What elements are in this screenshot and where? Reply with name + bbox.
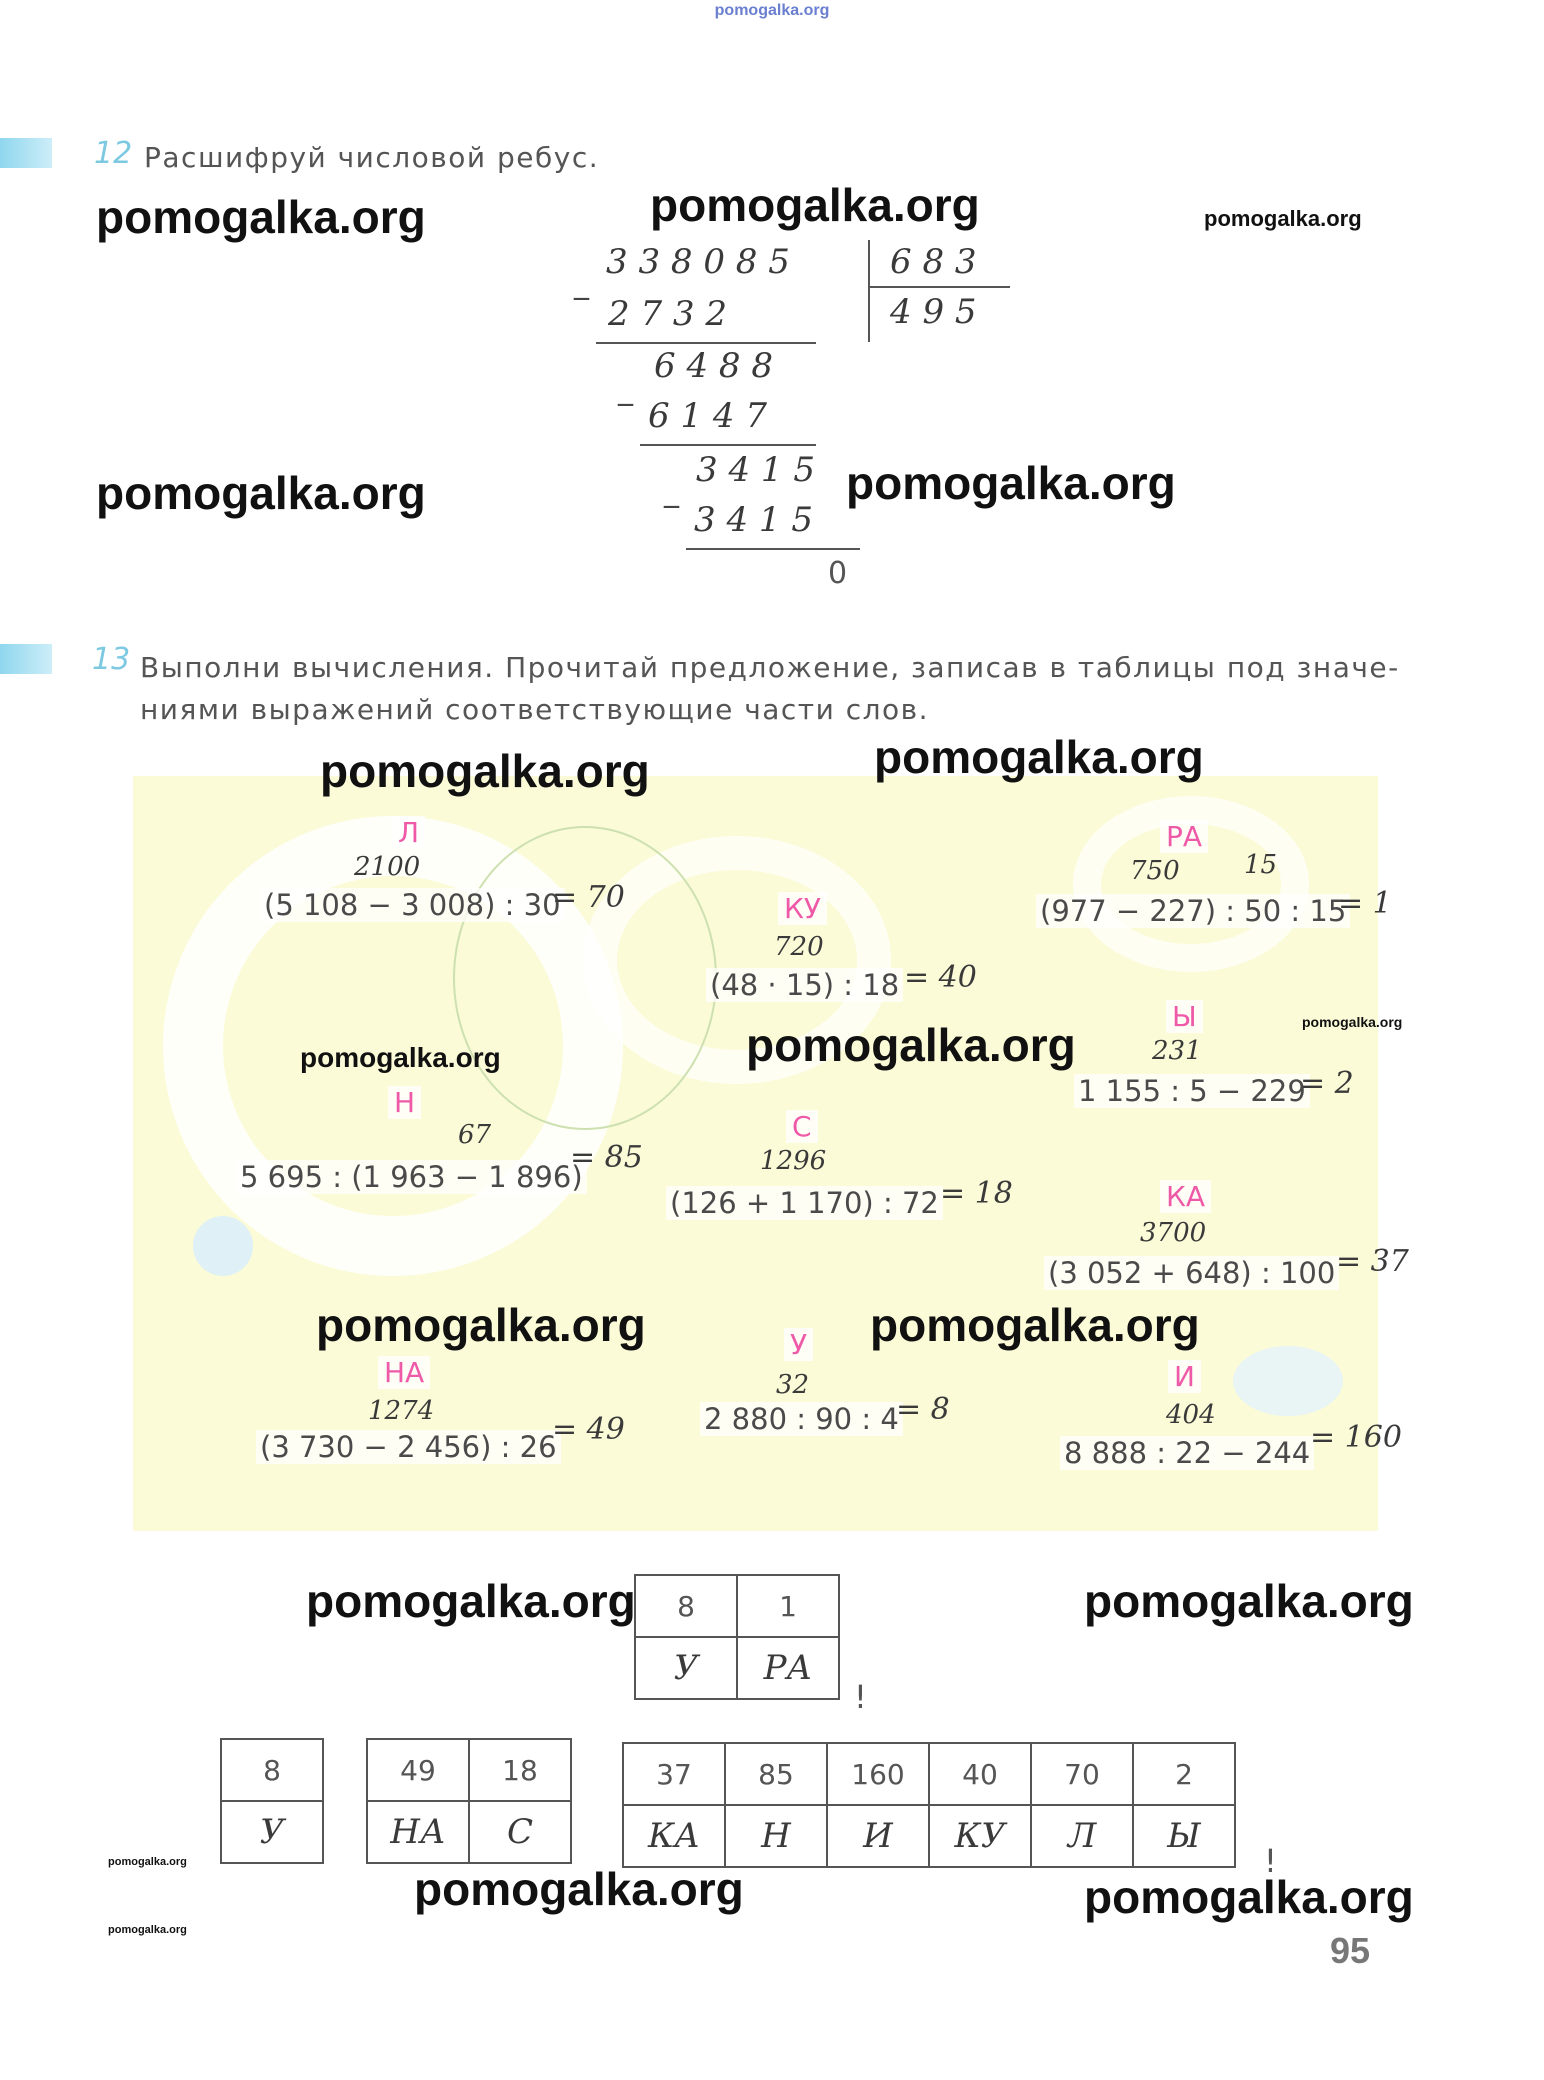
table-cell-number: 2 bbox=[1133, 1743, 1235, 1805]
syllable-label: И bbox=[1168, 1360, 1201, 1393]
handwritten-note: 720 bbox=[774, 932, 824, 962]
minus-sign: _ bbox=[574, 266, 589, 301]
handwritten-answer: = 2 bbox=[1300, 1066, 1354, 1101]
exercise-13-number: 13 bbox=[92, 642, 131, 677]
handwritten-note: 2100 bbox=[354, 852, 421, 882]
handwritten-answer: = 37 bbox=[1336, 1244, 1409, 1279]
table-cell-number: 8 bbox=[635, 1575, 737, 1637]
syllable-label: НА bbox=[378, 1356, 430, 1389]
exercise-12-text: Расшифруй числовой ребус. bbox=[144, 141, 600, 174]
handwritten-note: 15 bbox=[1244, 850, 1278, 880]
division-divisor-line bbox=[868, 286, 1010, 288]
partial-2: 3 4 1 5 bbox=[696, 450, 815, 490]
watermark: pomogalka.org bbox=[1084, 1575, 1414, 1627]
table-cell-number: 8 bbox=[221, 1739, 323, 1801]
decorative-circle bbox=[453, 826, 717, 1130]
subtrahend-2: 6 1 4 7 bbox=[648, 396, 767, 436]
division-vertical-line bbox=[868, 240, 870, 342]
syllable-label: КА bbox=[1160, 1180, 1211, 1213]
handwritten-answer: = 18 bbox=[940, 1176, 1013, 1211]
handwritten-note: 750 bbox=[1130, 856, 1180, 886]
watermark: pomogalka.org bbox=[870, 1299, 1200, 1351]
table-cell-syllable[interactable]: И bbox=[827, 1805, 929, 1867]
table-cell-syllable[interactable]: Н bbox=[725, 1805, 827, 1867]
syllable-label: С bbox=[786, 1110, 818, 1143]
syllable-label: КУ bbox=[778, 892, 827, 925]
answer-table-1 bbox=[634, 1574, 840, 1700]
answer-table-3 bbox=[366, 1738, 572, 1864]
table-cell-number: 1 bbox=[737, 1575, 839, 1637]
subtrahend-3: 3 4 1 5 bbox=[694, 500, 813, 540]
table-cell-number: 40 bbox=[929, 1743, 1031, 1805]
step-line-3 bbox=[686, 548, 860, 550]
handwritten-answer: = 1 bbox=[1338, 886, 1392, 921]
table-cell-syllable[interactable]: У bbox=[635, 1637, 737, 1699]
table-cell-syllable[interactable]: Л bbox=[1031, 1805, 1133, 1867]
decorative-dot bbox=[193, 1216, 253, 1276]
table-cell-syllable[interactable]: КУ bbox=[929, 1805, 1031, 1867]
table-cell-syllable[interactable]: НА bbox=[367, 1801, 469, 1863]
table-cell-syllable[interactable]: КА bbox=[623, 1805, 725, 1867]
expression: 1 155 : 5 − 229 bbox=[1074, 1074, 1310, 1108]
table-cell-syllable[interactable]: С bbox=[469, 1801, 571, 1863]
expression: (126 + 1 170) : 72 bbox=[666, 1186, 943, 1220]
watermark: pomogalka.org bbox=[320, 745, 650, 797]
watermark: pomogalka.org bbox=[414, 1863, 744, 1915]
decorative-dot bbox=[1233, 1346, 1343, 1416]
watermark: pomogalka.org bbox=[1084, 1871, 1414, 1923]
table-cell-number: 18 bbox=[469, 1739, 571, 1801]
watermark: pomogalka.org bbox=[300, 1042, 501, 1073]
minus-sign: _ bbox=[618, 372, 633, 407]
table-cell-number: 70 bbox=[1031, 1743, 1133, 1805]
expression: 2 880 : 90 : 4 bbox=[700, 1402, 903, 1436]
watermark: pomogalka.org bbox=[1204, 206, 1362, 231]
step-line-1 bbox=[596, 342, 816, 344]
top-site-link[interactable]: pomogalka.org bbox=[714, 2, 830, 19]
table-cell-number: 85 bbox=[725, 1743, 827, 1805]
table-cell-syllable[interactable]: РА bbox=[737, 1637, 839, 1699]
quotient: 4 9 5 bbox=[890, 292, 977, 332]
handwritten-answer: = 85 bbox=[570, 1140, 643, 1175]
watermark: pomogalka.org bbox=[746, 1019, 1076, 1071]
expression: 5 695 : (1 963 − 1 896) bbox=[236, 1160, 587, 1194]
handwritten-answer: = 49 bbox=[552, 1412, 625, 1447]
syllable-label: Н bbox=[388, 1086, 421, 1119]
watermark: pomogalka.org bbox=[874, 731, 1204, 783]
expression: (5 108 − 3 008) : 30 bbox=[260, 888, 565, 922]
syllable-label: Ы bbox=[1166, 1000, 1203, 1033]
exercise-12-number: 12 bbox=[94, 136, 133, 171]
expression: (3 052 + 648) : 100 bbox=[1044, 1256, 1339, 1290]
expression: 8 888 : 22 − 244 bbox=[1060, 1436, 1314, 1470]
syllable-label: РА bbox=[1160, 820, 1208, 853]
handwritten-answer: = 8 bbox=[896, 1392, 950, 1427]
table-cell-number: 37 bbox=[623, 1743, 725, 1805]
expression: (3 730 − 2 456) : 26 bbox=[256, 1430, 561, 1464]
handwritten-answer: = 160 bbox=[1310, 1420, 1402, 1455]
table-cell-syllable[interactable]: Ы bbox=[1133, 1805, 1235, 1867]
watermark: pomogalka.org bbox=[96, 191, 426, 243]
exercise-13-text-line2: ниями выражений соответствующие части слов. bbox=[140, 693, 930, 726]
remainder: 0 bbox=[828, 556, 848, 591]
exercise-13-text-line1: Выполни вычисления. Прочитай предложение, записав в таблицы под значе- bbox=[140, 651, 1400, 684]
handwritten-note: 3700 bbox=[1140, 1218, 1207, 1248]
handwritten-note: 404 bbox=[1166, 1400, 1216, 1430]
watermark: pomogalka.org bbox=[846, 457, 1176, 509]
watermark: pomogalka.org bbox=[650, 179, 980, 231]
watermark: pomogalka.org bbox=[108, 1856, 187, 1868]
table-cell-number: 49 bbox=[367, 1739, 469, 1801]
exclamation-mark: ! bbox=[1264, 1842, 1277, 1880]
answer-table-4 bbox=[622, 1742, 1236, 1868]
watermark: pomogalka.org bbox=[1302, 1014, 1403, 1030]
expression: (48 · 15) : 18 bbox=[706, 968, 903, 1002]
watermark: pomogalka.org bbox=[306, 1575, 636, 1627]
syllable-label: У bbox=[784, 1328, 813, 1361]
handwritten-answer: = 70 bbox=[552, 880, 625, 915]
handwritten-answer: = 40 bbox=[904, 960, 977, 995]
handwritten-note: 1274 bbox=[368, 1396, 435, 1426]
watermark: pomogalka.org bbox=[108, 1924, 187, 1936]
answer-table-2 bbox=[220, 1738, 324, 1864]
page-number: 95 bbox=[1330, 1930, 1371, 1971]
exclamation-mark: ! bbox=[854, 1678, 867, 1716]
handwritten-note: 231 bbox=[1152, 1036, 1202, 1066]
watermark: pomogalka.org bbox=[96, 467, 426, 519]
table-cell-syllable[interactable]: У bbox=[221, 1801, 323, 1863]
handwritten-note: 67 bbox=[458, 1120, 492, 1150]
handwritten-note: 1296 bbox=[760, 1146, 827, 1176]
dividend: 3 3 8 0 8 5 bbox=[606, 242, 790, 282]
divisor: 6 8 3 bbox=[890, 242, 977, 282]
step-line-2 bbox=[640, 444, 816, 446]
table-cell-number: 160 bbox=[827, 1743, 929, 1805]
subtrahend-1: 2 7 3 2 bbox=[608, 294, 727, 334]
minus-sign: _ bbox=[664, 474, 679, 509]
exercise-12-tab-marker bbox=[0, 138, 52, 168]
syllable-label: Л bbox=[392, 816, 425, 849]
handwritten-note: 32 bbox=[776, 1370, 810, 1400]
partial-1: 6 4 8 8 bbox=[654, 346, 773, 386]
expression: (977 − 227) : 50 : 15 bbox=[1036, 894, 1350, 928]
exercise-13-tab-marker bbox=[0, 644, 52, 674]
watermark: pomogalka.org bbox=[316, 1299, 646, 1351]
